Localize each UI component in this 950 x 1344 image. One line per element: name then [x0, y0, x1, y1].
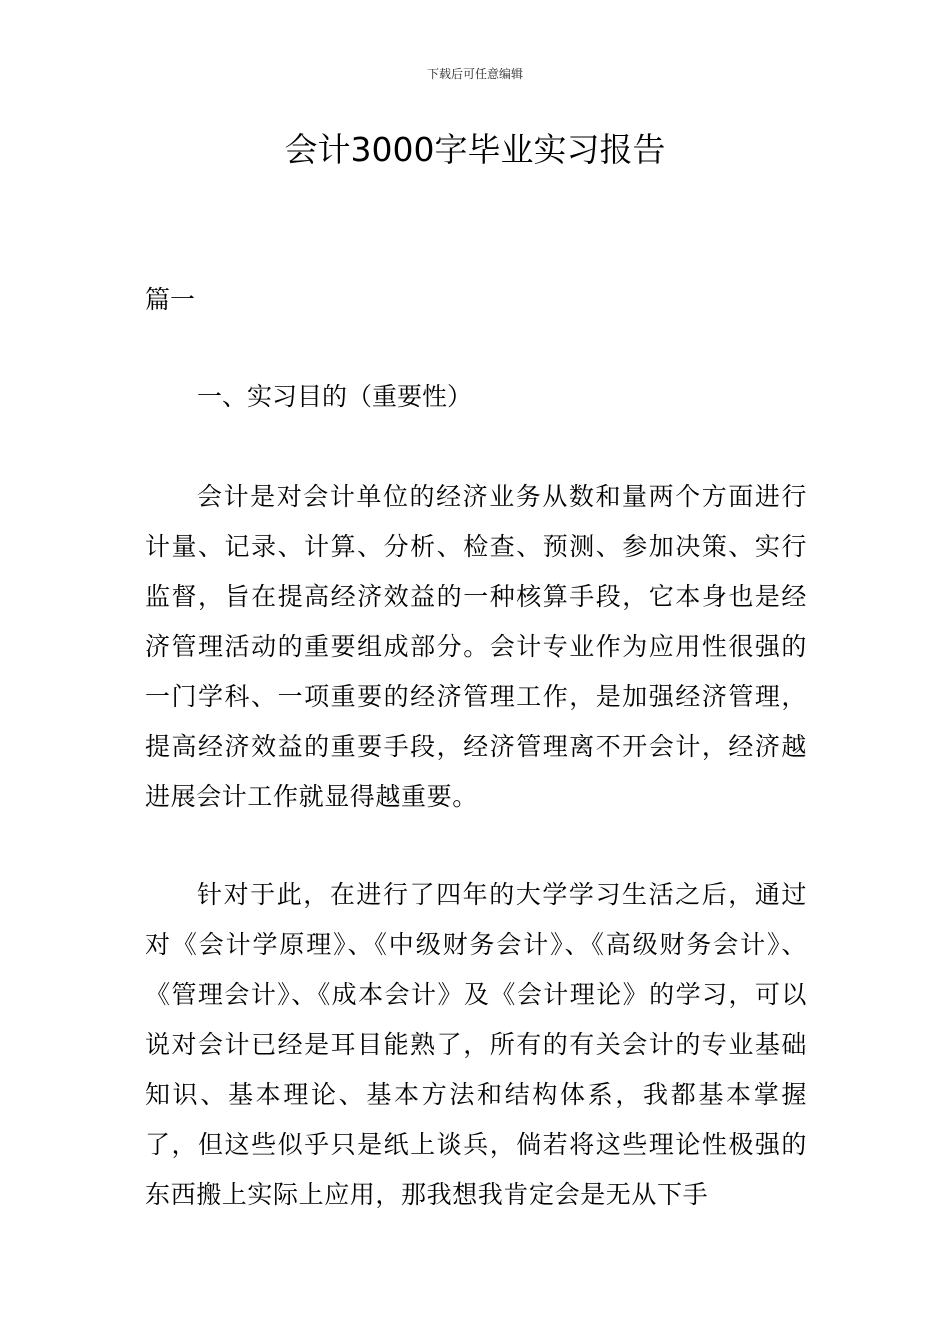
page-header-note: 下载后可任意编辑: [426, 67, 523, 81]
section-subheading: 一、实习目的（重要性）: [197, 382, 473, 411]
body-paragraph-2: 针对于此，在进行了四年的大学学习生活之后，通过对《会计学原理》、《中级财务会计》、《高级财务会计》、《管理会计》、《成本会计》及《会计理论》的学习，可以说对会计已经是耳目能熟了，所有的有关会计的专业基础知识、基本理论、基本方法和结构体系，我都基本掌握了，但这些似乎只是纸上谈兵，倘若将这些理论性极强的东西搬上实际上应用，那我想我肯定会是无从下手: [145, 880, 807, 1209]
section-label: 篇一: [145, 285, 196, 314]
document-title: 会计3000字毕业实习报告: [284, 130, 666, 169]
body-paragraph-1: 会计是对会计单位的经济业务从数和量两个方面进行计量、记录、计算、分析、检查、预测、参加决策、实行监督，旨在提高经济效益的一种核算手段，它本身也是经济管理活动的重要组成部分。会计专业作为应用性很强的一门学科、一项重要的经济管理工作，是加强经济管理，提高经济效益的重要手段，经济管理离不开会计，经济越进展会计工作就显得越重要。: [145, 482, 807, 811]
